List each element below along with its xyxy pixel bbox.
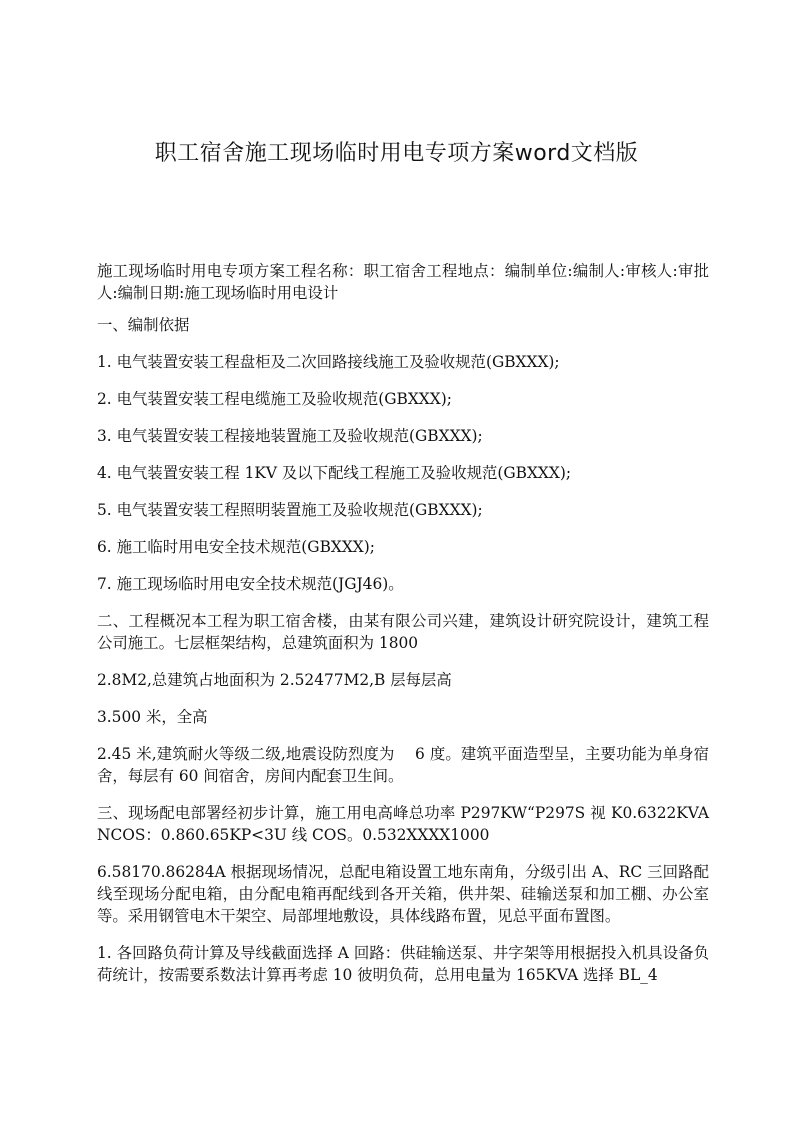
section-heading-basis: 一、编制依据	[97, 316, 190, 334]
list-item-standard-3: 3. 电气装置安装工程接地装置施工及验收规范(GBXXX);	[97, 427, 483, 445]
load-calculation-paragraph: 1. 各回路负荷计算及导线截面选择 A 回路：供硅输送泵、井字架等用根据投入机具设备负荷统计，按需要系数法计算再考虑 10 彼明负荷，总用电量为 165KVA 选择 BL_4	[97, 944, 709, 984]
list-item-standard-2: 2. 电气装置安装工程电缆施工及验收规范(GBXXX);	[97, 390, 452, 408]
distribution-paragraph: 6.58170.86284A 根据现场情况，总配电箱设置工地东南角，分级引出 A、RC 三回路配线至现场分配电箱，由分配电箱再配线到各开关箱，供井架、硅输送泵和加工棚、办公室等。采用钢管电木干架空、局部埋地敷设，具体线路布置，见总平面布置图。	[97, 863, 709, 925]
document-body	[97, 260, 709, 1001]
list-item-standard-4: 4. 电气装置安装工程 1KV 及以下配线工程施工及验收规范(GBXXX);	[97, 464, 572, 482]
area-paragraph: 2.8M2,总建筑占地面积为 2.52477M2,B 层每层高	[97, 671, 452, 689]
project-info-paragraph: 施工现场临时用电专项方案工程名称：职工宿舍工程地点：编制单位:编制人:审核人:审批人:编制日期:施工现场临时用电设计	[97, 262, 709, 302]
height-paragraph: 3.500 米，全高	[97, 708, 208, 726]
list-item-standard-1: 1. 电气装置安装工程盘柜及二次回路接线施工及验收规范(GBXXX);	[97, 353, 560, 371]
fire-rating-paragraph: 2.45 米,建筑耐火等级二级,地震设防烈度为 6 度。建筑平面造型呈，主要功能为单身宿舍，每层有 60 间宿舍，房间内配套卫生间。	[97, 745, 709, 785]
list-item-standard-5: 5. 电气装置安装工程照明装置施工及验收规范(GBXXX);	[97, 501, 483, 519]
document-title: 职工宿舍施工现场临时用电专项方案word文档版	[154, 141, 639, 166]
list-item-standard-6: 6. 施工临时用电安全技术规范(GBXXX);	[97, 538, 375, 556]
project-overview-paragraph: 二、工程概况本工程为职工宿舍楼，由某有限公司兴建，建筑设计研究院设计，建筑工程公司施工。七层框架结构，总建筑面积为 1800	[97, 612, 709, 652]
power-deployment-paragraph: 三、现场配电部署经初步计算，施工用电高峰总功率 P297KW“P297S 视 K0.6322KVANCOS：0.860.65KP<3U 线 COS。0.532XXXX1000	[97, 804, 709, 844]
list-item-standard-7: 7. 施工现场临时用电安全技术规范(JGJ46)。	[97, 575, 404, 593]
